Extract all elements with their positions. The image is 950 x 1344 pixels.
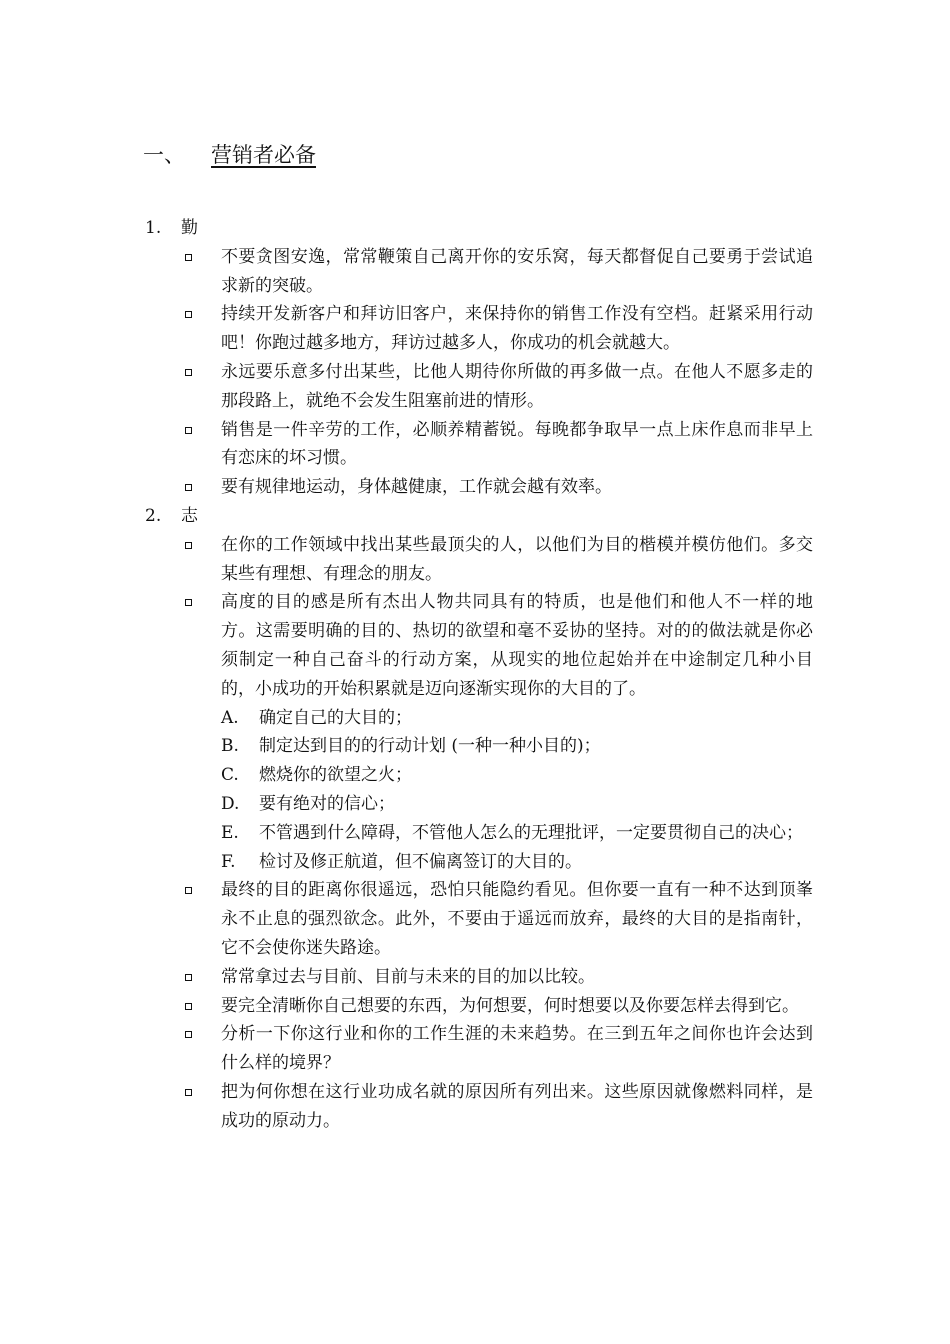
sub-item	[143, 819, 813, 848]
sub-item	[143, 848, 813, 877]
sub-item	[143, 732, 813, 761]
square-bullet-icon	[185, 1003, 192, 1010]
bullet-text: 永远要乐意多付出某些，比他人期待你所做的再多做一点。在他人不愿多走的那段路上，就绝不会发生阻塞前进的情形。	[221, 361, 813, 411]
bullet-text: 分析一下你这行业和你的工作生涯的未来趋势。在三到五年之间你也许会达到什么样的境界？	[221, 1024, 813, 1074]
square-bullet-icon	[185, 484, 192, 491]
bullet-item	[143, 1020, 813, 1078]
bullet-item	[143, 243, 813, 301]
square-bullet-icon	[185, 599, 192, 606]
square-bullet-icon	[185, 254, 192, 261]
section-title	[143, 502, 813, 531]
section-heading	[143, 140, 316, 170]
sub-item-label: C.	[221, 765, 239, 786]
sub-item-label: F.	[221, 851, 236, 872]
bullet-item	[143, 358, 813, 416]
bullet-text: 持续开发新客户和拜访旧客户，来保持你的销售工作没有空档。赶紧采用行动吧！你跑过越多地方，拜访过越多人，你成功的机会就越大。	[221, 304, 813, 354]
sub-item-text: 制定达到目的的行动计划 (一种一种小目的)；	[259, 736, 601, 757]
bullet-item	[143, 300, 813, 358]
square-bullet-icon	[185, 974, 192, 981]
sub-item-text: 检讨及修正航道，但不偏离签订的大目的。	[259, 851, 582, 872]
heading-title: 营销者必备	[211, 143, 316, 167]
square-bullet-icon	[185, 887, 192, 894]
bullet-text: 销售是一件辛劳的工作，必顺养精蓄锐。每晚都争取早一点上床作息而非早上有恋床的坏习惯。	[221, 419, 813, 469]
section-title-text: 勤	[181, 218, 198, 238]
sub-item-label: A.	[221, 707, 239, 728]
bullet-text: 最终的目的距离你很遥远，恐怕只能隐约看见。但你要一直有一种不达到顶峯永不止息的强烈欲念。此外，不要由于遥远而放弃，最终的大目的是指南针，它不会使你迷失路途。	[221, 880, 813, 958]
bullet-item	[143, 588, 813, 703]
section-number: 2.	[145, 505, 162, 526]
sub-item-label: D.	[221, 793, 240, 814]
bullet-text: 常常拿过去与目前、目前与未来的目的加以比较。	[221, 966, 595, 987]
square-bullet-icon	[185, 427, 192, 434]
section-title	[143, 214, 813, 243]
sub-item-text: 燃烧你的欲望之火；	[259, 765, 412, 786]
square-bullet-icon	[185, 1031, 192, 1038]
section-title-text: 志	[181, 505, 198, 526]
heading-number: 一、	[143, 143, 185, 167]
bullet-item	[143, 876, 813, 962]
bullet-text: 在你的工作领域中找出某些最顶尖的人，以他们为目的楷模并模仿他们。多交某些有理想、有理念的朋友。	[221, 534, 813, 584]
bullet-item	[143, 416, 813, 474]
bullet-text: 不要贪图安逸，常常鞭策自己离开你的安乐窝，每天都督促自己要勇于尝试追求新的突破。	[221, 246, 813, 296]
section-number: 1.	[145, 218, 162, 238]
sub-item	[143, 790, 813, 819]
square-bullet-icon	[185, 311, 192, 318]
square-bullet-icon	[185, 1089, 192, 1096]
bullet-item	[143, 1078, 813, 1136]
sub-item-text: 确定自己的大目的；	[259, 707, 412, 728]
sub-item-text: 要有绝对的信心；	[259, 793, 395, 814]
square-bullet-icon	[185, 369, 192, 376]
square-bullet-icon	[185, 542, 192, 549]
bullet-text: 要有规律地运动，身体越健康，工作就会越有效率。	[221, 477, 612, 498]
document-body	[143, 214, 813, 1136]
sub-item-label: E.	[221, 822, 239, 843]
bullet-item	[143, 992, 813, 1021]
bullet-text: 要完全清晰你自己想要的东西，为何想要，何时想要以及你要怎样去得到它。	[221, 995, 799, 1016]
bullet-item	[143, 963, 813, 992]
sub-item	[143, 761, 813, 790]
bullet-text: 把为何你想在这行业功成名就的原因所有列出来。这些原因就像燃料同样，是成功的原动力。	[221, 1081, 813, 1131]
sub-item	[143, 704, 813, 733]
bullet-text: 高度的目的感是所有杰出人物共同具有的特质，也是他们和他人不一样的地方。这需要明确的目的、热切的欲望和毫不妥协的坚持。对的的做法就是你必须制定一种自己奋斗的行动方案，从现实的地位起始并在中途制定几种小目的，小成功的开始积累就是迈向逐渐实现你的大目的了。	[221, 592, 813, 699]
sub-item-text: 不管遇到什么障碍，不管他人怎么的无理批评，一定要贯彻自己的决心；	[259, 822, 803, 843]
bullet-item	[143, 473, 813, 502]
bullet-item	[143, 531, 813, 589]
sub-item-label: B.	[221, 736, 239, 757]
